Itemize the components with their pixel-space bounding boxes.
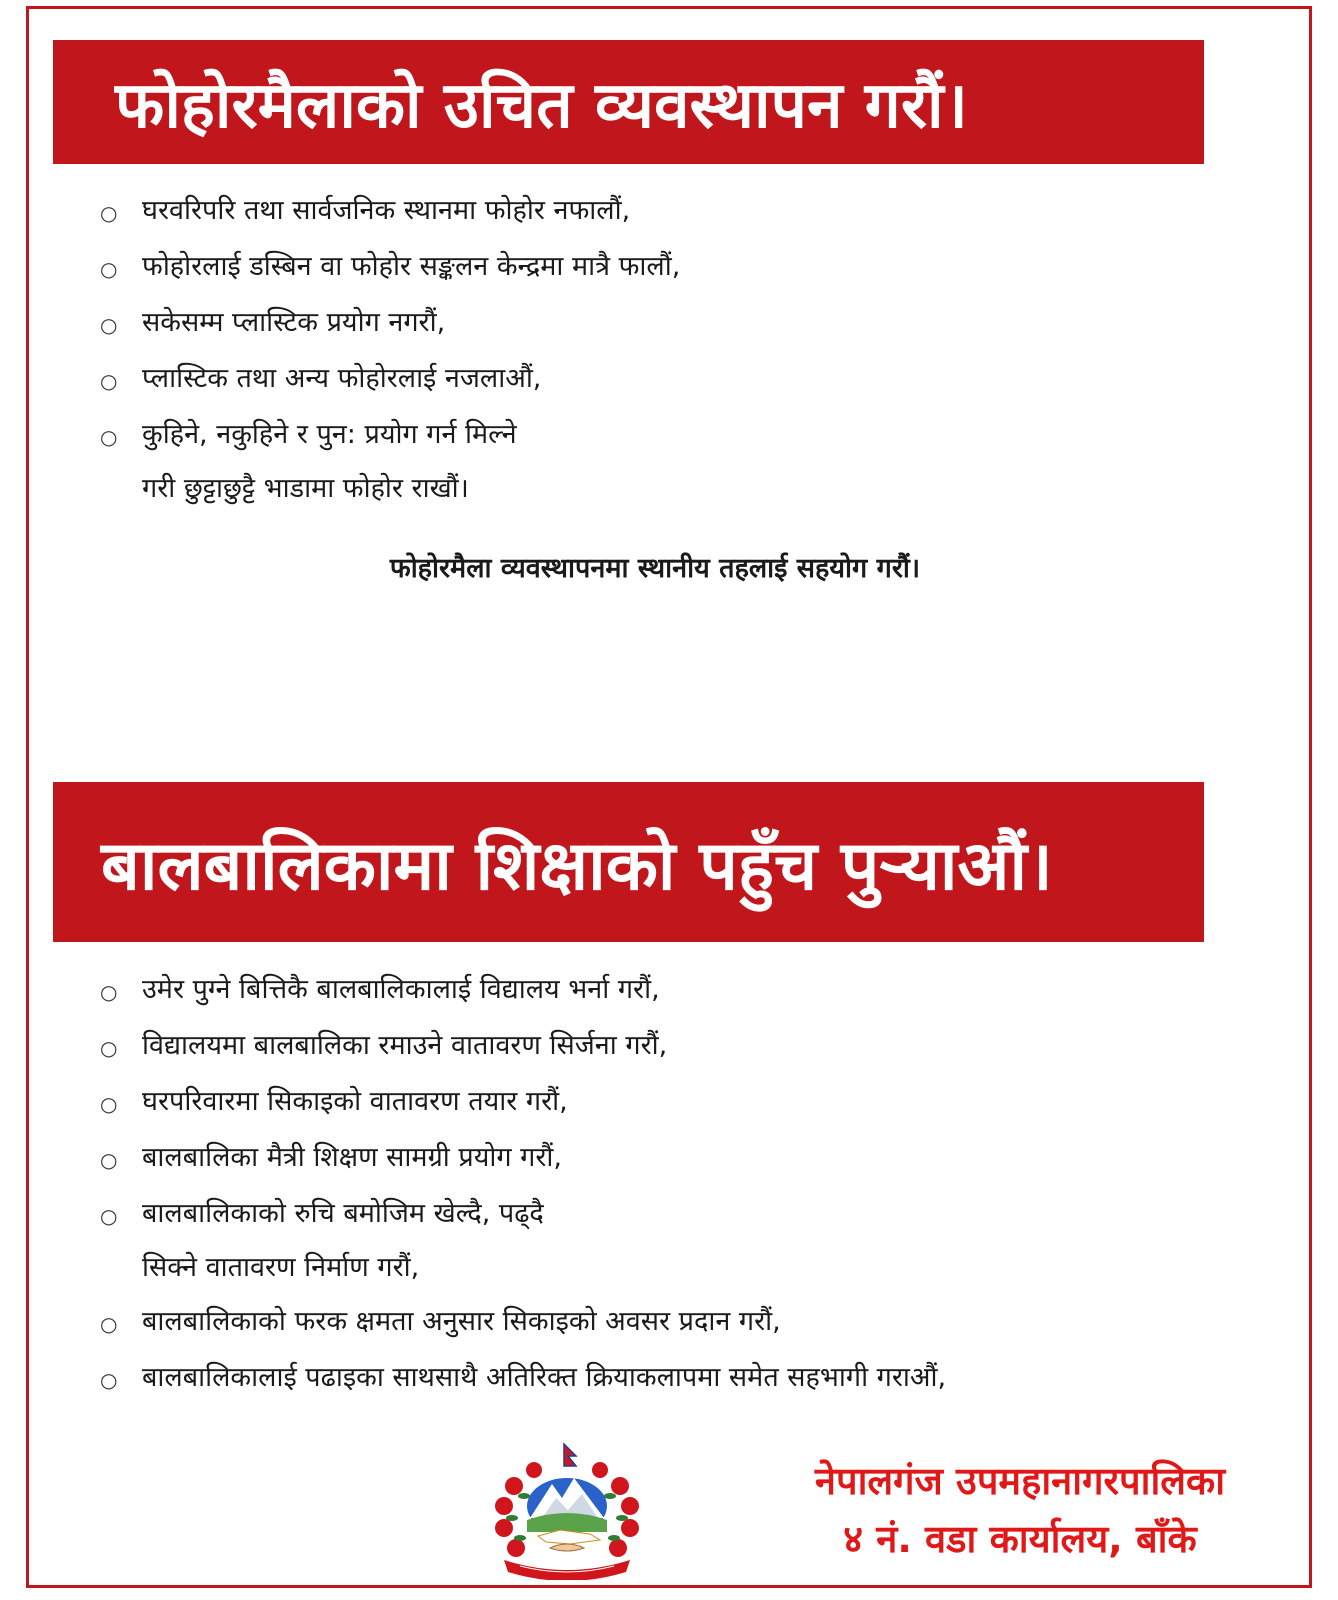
list-item: ○ बालबालिका मैत्री शिक्षण सामग्री प्रयोग गरौं, xyxy=(100,1131,946,1187)
bullet-icon: ○ xyxy=(100,201,118,225)
list-item: ○ प्लास्टिक तथा अन्य फोहोरलाई नजलाऔं, xyxy=(100,352,680,408)
section2-title: बालबालिकामा शिक्षाको पहुँच पुऱ्याऔं। xyxy=(101,826,1053,906)
office-line-2: ४ नं. वडा कार्यालय, बाँके xyxy=(843,1517,1197,1561)
bullet-icon: ○ xyxy=(100,425,118,449)
bullet-icon: ○ xyxy=(100,1148,118,1172)
section2-list xyxy=(100,963,946,1407)
bullet-icon: ○ xyxy=(100,1036,118,1060)
office-name xyxy=(740,1452,1300,1568)
list-item: ○ कुहिने, नकुहिने र पुन: प्रयोग गर्न मिल्ने गरी छुट्टाछुट्टै भाडामा फोहोर राखौं। xyxy=(100,408,680,516)
section2-title-banner xyxy=(53,782,1204,942)
list-item: ○ बालबालिकाको फरक क्षमता अनुसार सिकाइको अवसर प्रदान गरौं, xyxy=(100,1295,946,1351)
section1-title: फोहोरमैलाको उचित व्यवस्थापन गरौं। xyxy=(115,68,968,143)
bullet-icon: ○ xyxy=(100,980,118,1004)
section1-note-text: फोहोरमैला व्यवस्थापनमा स्थानीय तहलाई सहयोग गरौं। xyxy=(389,553,921,584)
bullet-icon: ○ xyxy=(100,257,118,281)
list-item: ○ उमेर पुग्ने बित्तिकै बालबालिकालाई विद्यालय भर्ना गरौं, xyxy=(100,963,946,1019)
bullet-icon: ○ xyxy=(100,313,118,337)
section1-note xyxy=(0,548,1338,585)
list-item: ○ बालबालिकाको रुचि बमोजिम खेल्दै, पढ्दै सिक्ने वातावरण निर्माण गरौं, xyxy=(100,1187,946,1295)
section1-title-banner xyxy=(53,40,1204,164)
list-item: ○ विद्यालयमा बालबालिका रमाउने वातावरण सिर्जना गरौं, xyxy=(100,1019,946,1075)
bullet-icon: ○ xyxy=(100,1368,118,1392)
bullet-icon: ○ xyxy=(100,1092,118,1116)
bullet-icon: ○ xyxy=(100,1312,118,1336)
nepal-government-emblem-icon xyxy=(490,1440,644,1580)
list-item: ○ सकेसम्म प्लास्टिक प्रयोग नगरौं, xyxy=(100,296,680,352)
list-item: ○ घरवरिपरि तथा सार्वजनिक स्थानमा फोहोर नफालौं, xyxy=(100,184,680,240)
bullet-icon: ○ xyxy=(100,1204,118,1228)
list-item: ○ बालबालिकालाई पढाइका साथसाथै अतिरिक्त क्रियाकलापमा समेत सहभागी गराऔं, xyxy=(100,1351,946,1407)
list-item: ○ फोहोरलाई डस्बिन वा फोहोर सङ्कलन केन्द्रमा मात्रै फालौं, xyxy=(100,240,680,296)
list-item: ○ घरपरिवारमा सिकाइको वातावरण तयार गरौं, xyxy=(100,1075,946,1131)
bullet-icon: ○ xyxy=(100,369,118,393)
section1-list xyxy=(100,184,680,516)
office-line-1: नेपालगंज उपमहानागरपालिका xyxy=(814,1459,1226,1503)
